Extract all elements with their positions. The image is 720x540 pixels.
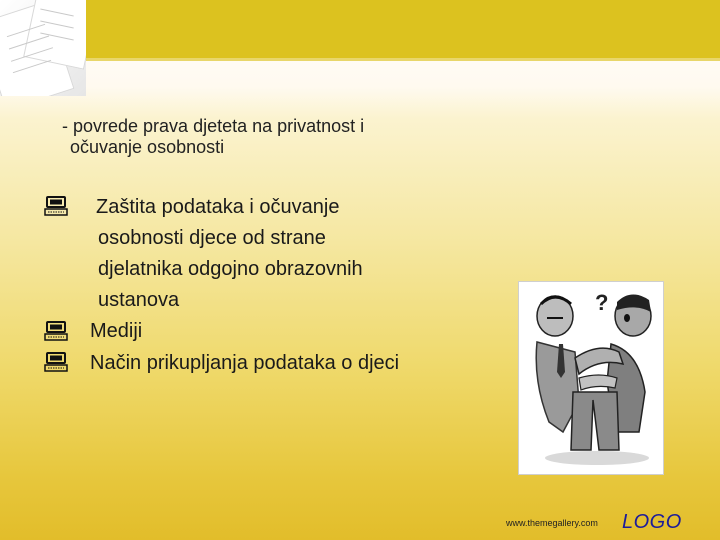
svg-text:?: ? (595, 290, 609, 315)
cartoon-illustration (518, 281, 664, 475)
corner-photo (0, 0, 86, 96)
bullet-1-line-4: ustanova (98, 289, 180, 311)
cartoon-people-image (519, 282, 663, 474)
footer-url: www.themegallery.com (506, 518, 598, 528)
subtitle-line-2: očuvanje osobnosti (70, 137, 225, 157)
bullet-2-text: Mediji (90, 320, 143, 342)
slide-subtitle (62, 116, 482, 158)
bullet-1-line-2: osobnosti djece od strane (98, 227, 326, 249)
bullet-3-text: Način prikupljanja podataka o djeci (90, 352, 400, 374)
top-band (0, 0, 720, 58)
footer-logo: LOGO (622, 511, 682, 533)
keyboard-icon (44, 196, 68, 216)
keyboard-icon (44, 321, 68, 341)
bullet-1-line-1: Zaštita podataka i očuvanje (96, 196, 340, 218)
subtitle-line-1: - povrede prava djeteta na privatnost i (62, 116, 365, 136)
keyboard-icon (44, 352, 68, 372)
bullet-1-line-3: djelatnika odgojno obrazovnih (98, 258, 363, 280)
